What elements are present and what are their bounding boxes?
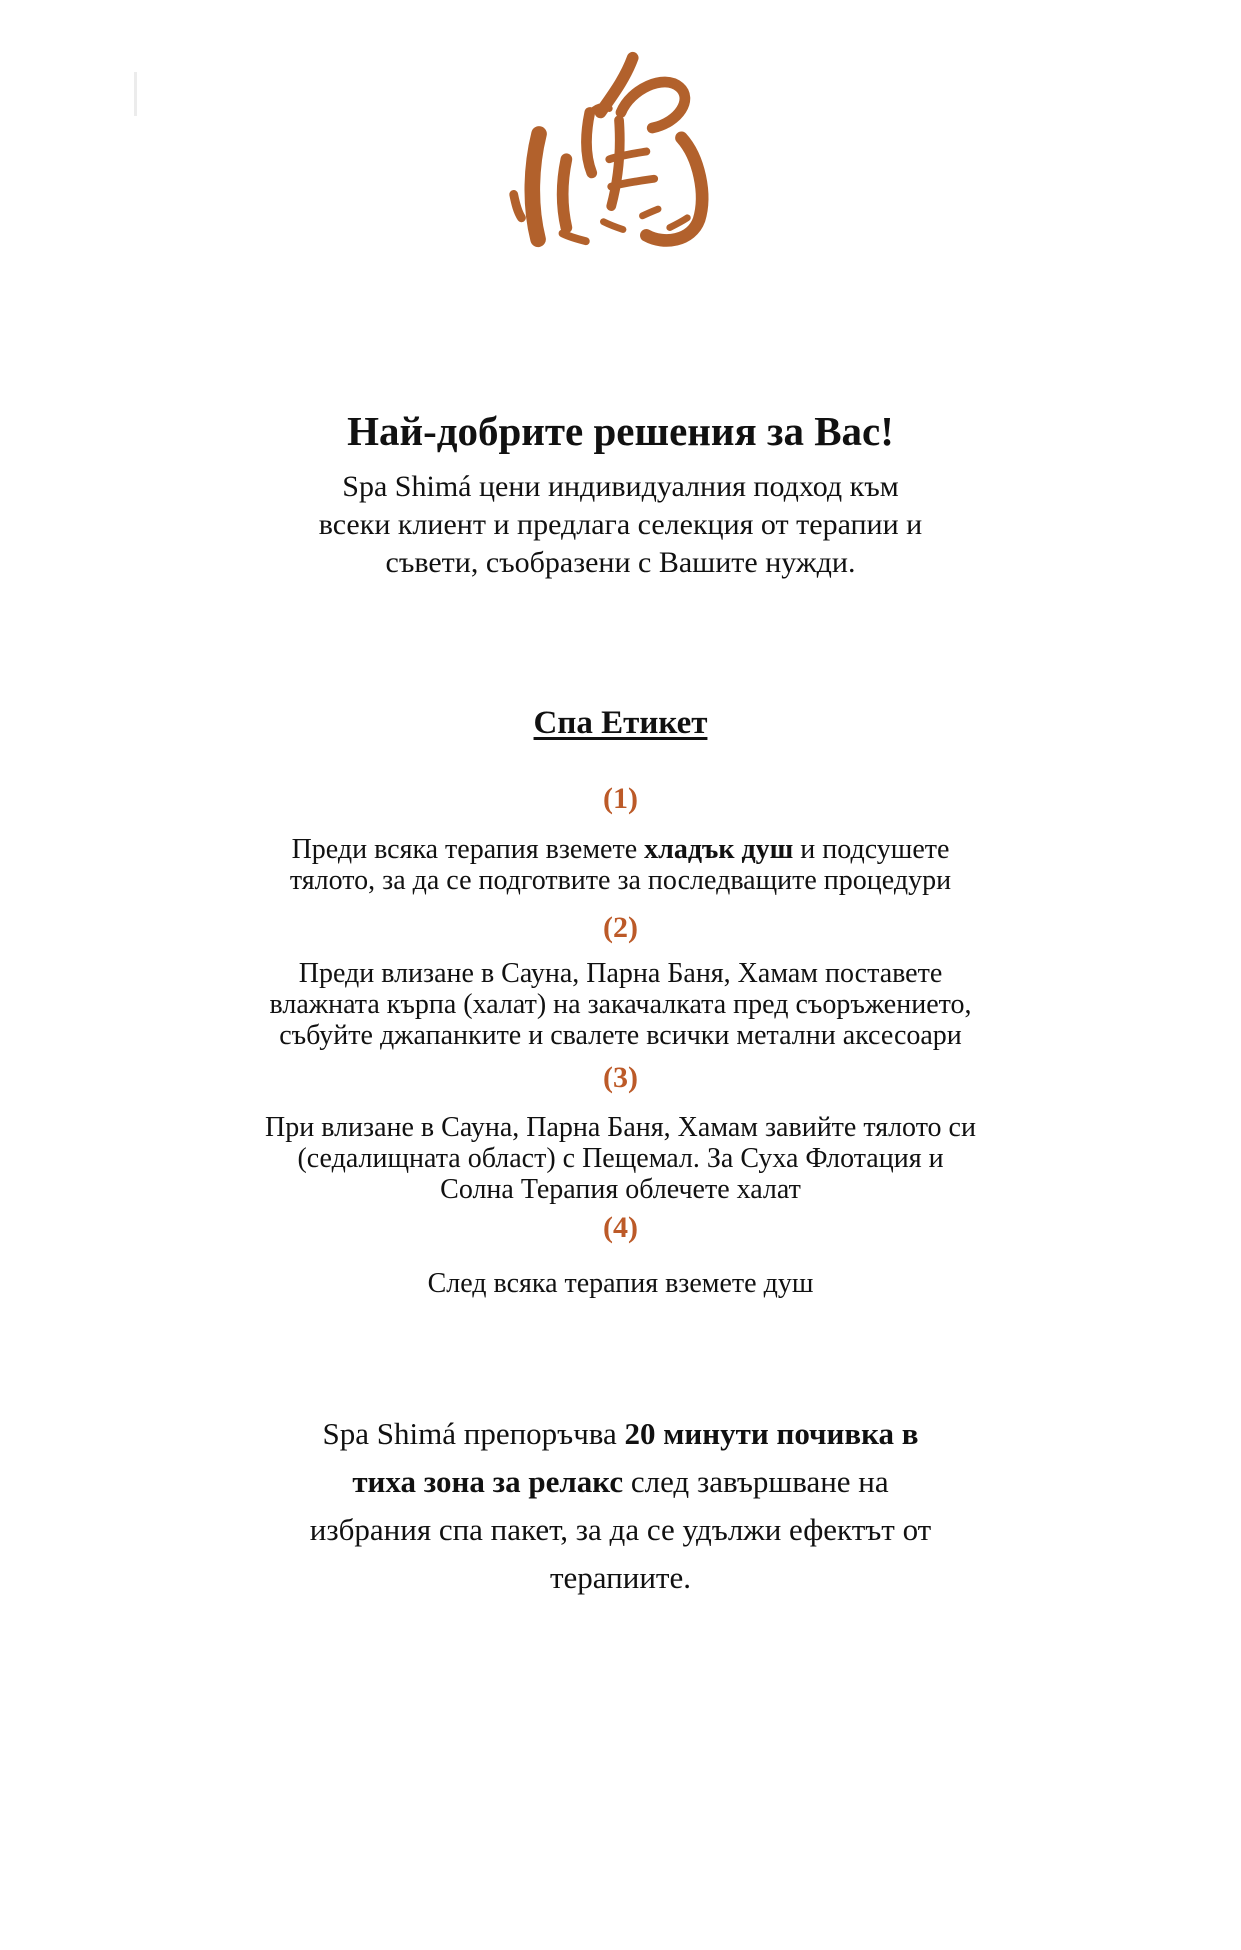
item-2-line: събуйте джапанките и свалете всички метални аксесоари xyxy=(279,1020,962,1051)
intro-line: Spa Shimá цени индивидуалния подход към xyxy=(342,470,899,503)
item-3-line: (седалищната област) с Пещемал. За Суха Флотация и xyxy=(297,1143,944,1174)
bold-phrase: тиха зона за релакс xyxy=(352,1464,624,1499)
intro-line: съвети, съобразени с Вашите нужди. xyxy=(385,546,856,579)
item-2-text xyxy=(0,958,1241,1051)
recommendation-paragraph xyxy=(0,1410,1241,1602)
item-1-line: Преди всяка терапия вземете хладък душ и подсушете xyxy=(291,834,950,865)
recommendation-line: Spa Shimá препоръчва 20 минути почивка в xyxy=(322,1416,919,1451)
page-title: Най-добрите решения за Вас! xyxy=(347,408,894,454)
bold-phrase: 20 минути почивка в xyxy=(624,1416,919,1451)
bold-phrase: хладък душ xyxy=(644,834,794,865)
intro-paragraph xyxy=(0,468,1241,582)
spa-etiquette-heading: Спа Етикет xyxy=(533,705,708,741)
item-3-text xyxy=(0,1112,1241,1205)
item-3-number: (3) xyxy=(603,1061,638,1094)
recommendation-line: избрания спа пакет, за да се удължи ефектът от xyxy=(309,1512,932,1547)
shima-kanji-brush-icon xyxy=(503,50,739,250)
item-2-number: (2) xyxy=(603,911,638,944)
intro-line: всеки клиент и предлага селекция от терапии и xyxy=(318,508,923,541)
item-4-text xyxy=(0,1268,1241,1299)
item-1-number: (1) xyxy=(603,782,638,815)
logo-container xyxy=(0,50,1241,250)
item-4-number: (4) xyxy=(603,1211,638,1244)
item-3-line: Солна Терапия облечете халат xyxy=(440,1174,801,1205)
item-1-text xyxy=(0,834,1241,896)
item-3-line: При влизане в Сауна, Парна Баня, Хамам завийте тялото си xyxy=(265,1112,976,1143)
item-2-line: Преди влизане в Сауна, Парна Баня, Хамам поставете xyxy=(298,958,943,989)
recommendation-line: тиха зона за релакс след завършване на xyxy=(352,1464,889,1499)
recommendation-line: терапиите. xyxy=(550,1560,691,1595)
item-2-line: влажната кърпа (халат) на закачалката пред съоръжението, xyxy=(269,989,972,1020)
item-4-line: След всяка терапия вземете душ xyxy=(427,1268,814,1299)
item-1-line: тялото, за да се подготвите за последващите процедури xyxy=(289,865,952,896)
